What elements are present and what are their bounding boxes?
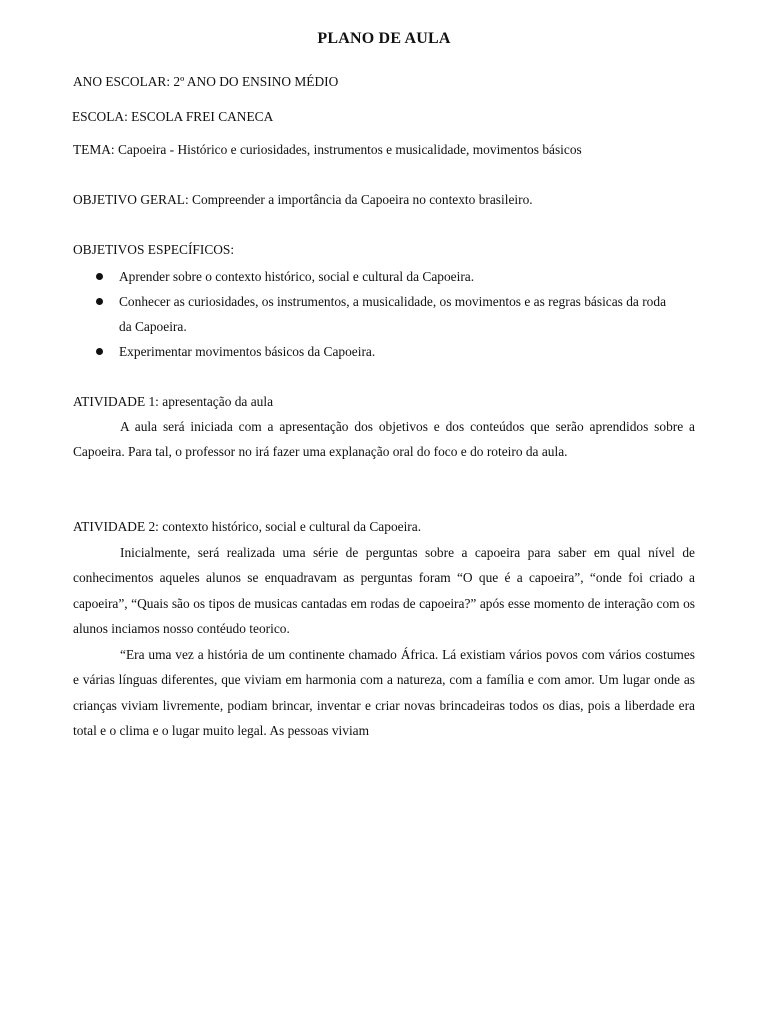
list-item-text: Aprender sobre o contexto histórico, social e cultural da Capoeira. xyxy=(119,269,475,284)
atividade2-heading: ATIVIDADE 2: contexto histórico, social e cultural da Capoeira. xyxy=(73,519,422,534)
list-item xyxy=(73,339,673,364)
ano-escolar-line: ANO ESCOLAR: 2º ANO DO ENSINO MÉDIO xyxy=(73,74,339,89)
page-title: PLANO DE AULA xyxy=(317,30,451,47)
atividade1-heading: ATIVIDADE 1: apresentação da aula xyxy=(73,394,274,409)
list-item xyxy=(73,264,673,289)
atividade2-paragraph-1: Inicialmente, será realizada uma série de perguntas sobre a capoeira para saber em qual nível de conhecimentos aqueles alunos se enquadravam as perguntas foram “O que é a capoeira”, “onde foi criado a capoeira”, “Quais são os tipos de musicas cantadas em rodas de capoeira?” após esse momento de interação com os alunos inciamos nosso contéudo teorico. xyxy=(73,545,695,636)
bullet-icon xyxy=(96,273,103,280)
objetivos-especificos-list xyxy=(73,264,673,364)
bullet-icon xyxy=(96,348,103,355)
atividade1-paragraph: A aula será iniciada com a apresentação dos objetivos e dos conteúdos que serão aprendidos sobre a Capoeira. Para tal, o professor no irá fazer uma explanação oral do foco e do roteiro da aula. xyxy=(73,419,695,460)
list-item-text: Conhecer as curiosidades, os instrumentos, a musicalidade, os movimentos e as regras básicas da roda da Capoeira. xyxy=(119,294,667,334)
list-item-text: Experimentar movimentos básicos da Capoeira. xyxy=(119,344,376,359)
bullet-icon xyxy=(96,298,103,305)
escola-line: ESCOLA: ESCOLA FREI CANECA xyxy=(72,109,274,124)
tema-line: TEMA: Capoeira - Histórico e curiosidades, instrumentos e musicalidade, movimentos básicos xyxy=(73,142,582,157)
objetivo-geral-line: OBJETIVO GERAL: Compreender a importância da Capoeira no contexto brasileiro. xyxy=(73,192,533,207)
atividade2-paragraph-2: “Era uma vez a história de um continente chamado África. Lá existiam vários povos com vários costumes e várias línguas diferentes, que viviam em harmonia com a natureza, com a família e com amor. Um lugar onde as crianças viviam livremente, podiam brincar, inventar e criar novas brincadeiras todos os dias, pois a liberdade era total e o clima e o lugar muito legal. As pessoas viviam xyxy=(73,647,695,738)
list-item xyxy=(73,289,673,339)
objetivos-especificos-heading: OBJETIVOS ESPECÍFICOS: xyxy=(73,242,235,257)
